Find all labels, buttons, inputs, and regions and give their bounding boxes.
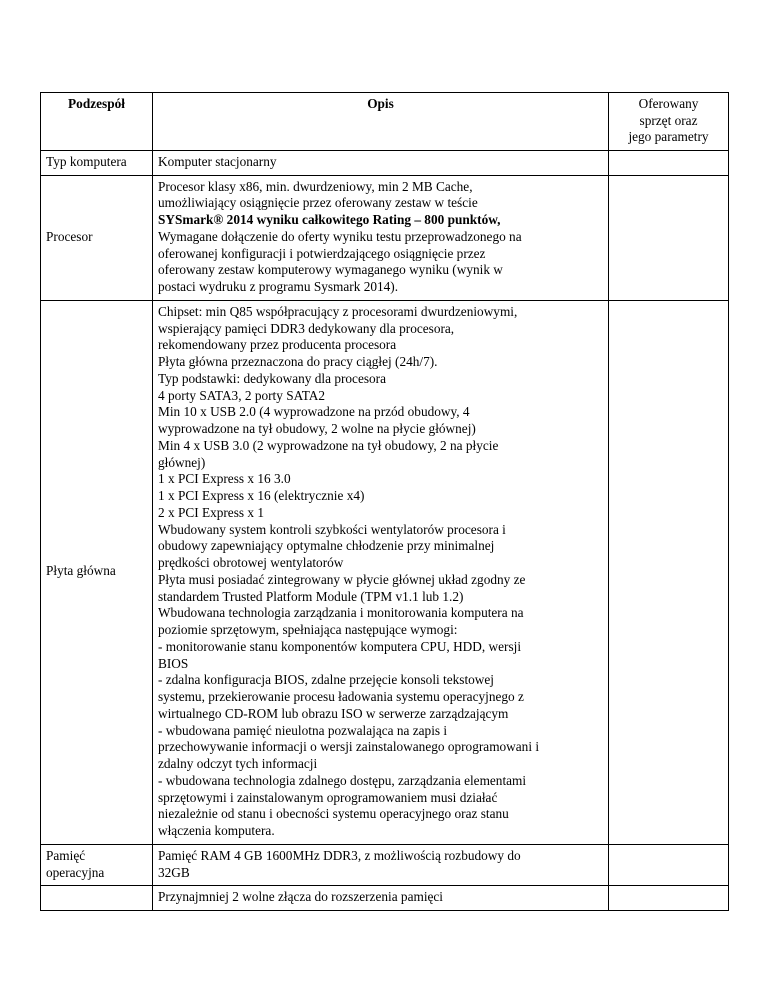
desc-line: Typ podstawki: dedykowany dla procesora: [158, 370, 387, 386]
desc-line: - zdalna konfiguracja BIOS, zdalne przejęcie konsoli tekstowej: [158, 672, 494, 688]
row-description-pamiec-operacyjna: [153, 844, 609, 886]
desc-line: Wbudowana technologia zarządzania i monitorowania komputera na: [158, 605, 524, 621]
desc-line: oferowanej konfiguracji i potwierdzającego osiągnięcie przez: [158, 245, 486, 261]
row-label-line: Pamięć: [46, 847, 86, 863]
desc-line: - wbudowana technologia zdalnego dostępu, zarządzania elementami: [158, 772, 527, 788]
column-header-oferowany-line2: sprzęt oraz: [639, 112, 698, 128]
table-header: [41, 93, 729, 151]
specification-table: [40, 92, 729, 911]
desc-line: niezależnie od stanu i obecności systemu operacyjnego oraz stanu: [158, 806, 509, 822]
desc-line: wspierający pamięci DDR3 dedykowany dla procesora,: [158, 320, 455, 336]
row-description-pamiec-sloty: [153, 886, 609, 911]
desc-line: Min 4 x USB 3.0 (2 wyprowadzone na tył obudowy, 2 na płycie: [158, 437, 499, 453]
desc-line: sprzętowymi i zainstalowanym oprogramowaniem musi działać: [158, 789, 498, 805]
row-offer-typ-komputera[interactable]: [609, 150, 729, 175]
desc-line: postaci wydruku z programu Sysmark 2014).: [158, 279, 399, 295]
row-offer-plyta-glowna[interactable]: [609, 300, 729, 844]
desc-line: Wymagane dołączenie do oferty wyniku testu przeprowadzonego na: [158, 228, 522, 244]
row-offer-procesor[interactable]: [609, 175, 729, 300]
table-body: [41, 150, 729, 910]
desc-line: Min 10 x USB 2.0 (4 wyprowadzone na przód obudowy, 4: [158, 404, 470, 420]
desc-line: Procesor klasy x86, min. dwurdzeniowy, min 2 MB Cache,: [158, 178, 473, 194]
column-header-opis: Opis: [153, 93, 609, 151]
desc-line: 32GB: [158, 864, 190, 880]
desc-line: Komputer stacjonarny: [158, 153, 277, 169]
column-header-podzespol: Podzespół: [41, 93, 153, 151]
table-row: [41, 844, 729, 886]
desc-line: prędkości obrotowej wentylatorów: [158, 555, 344, 571]
desc-line: Przynajmniej 2 wolne złącza do rozszerzenia pamięci: [158, 889, 444, 905]
row-description-typ-komputera: [153, 150, 609, 175]
row-label-pamiec-operacyjna: [41, 844, 153, 886]
desc-line: umożliwiający osiągnięcie przez oferowany zestaw w teście: [158, 195, 478, 211]
desc-line: włączenia komputera.: [158, 823, 275, 839]
table-row: [41, 175, 729, 300]
desc-line: rekomendowany przez producenta procesora: [158, 337, 397, 353]
table-row: [41, 886, 729, 911]
desc-line: wirtualnego CD-ROM lub obrazu ISO w serwerze zarządzającym: [158, 705, 509, 721]
row-label-line: operacyjna: [46, 864, 105, 880]
desc-line: BIOS: [158, 655, 189, 671]
desc-line: standardem Trusted Platform Module (TPM v1.1 lub 1.2): [158, 588, 464, 604]
desc-line: Pamięć RAM 4 GB 1600MHz DDR3, z możliwością rozbudowy do: [158, 847, 521, 863]
desc-line: zdalny odczyt tych informacji: [158, 756, 318, 772]
desc-line: poziomie sprzętowym, spełniająca następujące wymogi:: [158, 622, 458, 638]
desc-line: - wbudowana pamięć nieulotna pozwalająca na zapis i: [158, 722, 448, 738]
desc-line: systemu, przekierowanie procesu ładowania systemu operacyjnego z: [158, 689, 524, 705]
row-description-plyta-glowna: [153, 300, 609, 844]
desc-line: wyprowadzone na tył obudowy, 2 wolne na płycie głównej): [158, 421, 476, 437]
desc-line: 1 x PCI Express x 16 3.0: [158, 471, 291, 487]
row-label-plyta-glowna: Płyta główna: [41, 300, 153, 844]
desc-line: obudowy zapewniający optymalne chłodzenie przy minimalnej: [158, 538, 495, 554]
row-label-empty: [41, 886, 153, 911]
row-offer-pamiec-operacyjna[interactable]: [609, 844, 729, 886]
column-header-oferowany-line1: Oferowany: [638, 96, 699, 111]
desc-line: - monitorowanie stanu komponentów komputera CPU, HDD, wersji: [158, 638, 522, 654]
row-label-typ-komputera: Typ komputera: [41, 150, 153, 175]
table-row: [41, 300, 729, 844]
desc-line: Chipset: min Q85 współpracujący z procesorami dwurdzeniowymi,: [158, 303, 518, 319]
desc-line: Wbudowany system kontroli szybkości wentylatorów procesora i: [158, 521, 506, 537]
desc-line: 1 x PCI Express x 16 (elektrycznie x4): [158, 488, 365, 504]
desc-line: 2 x PCI Express x 1: [158, 504, 265, 520]
table-header-row: [41, 93, 729, 151]
column-header-oferowany: [609, 93, 729, 151]
desc-line: oferowany zestaw komputerowy wymaganego wyniku (wynik w: [158, 262, 503, 278]
desc-line: przechowywanie informacji o wersji zainstalowanego oprogramowani i: [158, 739, 540, 755]
row-label-procesor: Procesor: [41, 175, 153, 300]
row-offer-pamiec-sloty[interactable]: [609, 886, 729, 911]
desc-line: 4 porty SATA3, 2 porty SATA2: [158, 387, 326, 403]
desc-line-bold: SYSmark® 2014 wyniku całkowitego Rating – 800 punktów,: [158, 212, 501, 228]
table-row: [41, 150, 729, 175]
row-description-procesor: [153, 175, 609, 300]
desc-line: Płyta główna przeznaczona do pracy ciągłej (24h/7).: [158, 354, 438, 370]
desc-line: głównej): [158, 454, 206, 470]
column-header-oferowany-line3: jego parametry: [628, 129, 709, 145]
desc-line: Płyta musi posiadać zintegrowany w płycie głównej układ zgodny ze: [158, 571, 526, 587]
